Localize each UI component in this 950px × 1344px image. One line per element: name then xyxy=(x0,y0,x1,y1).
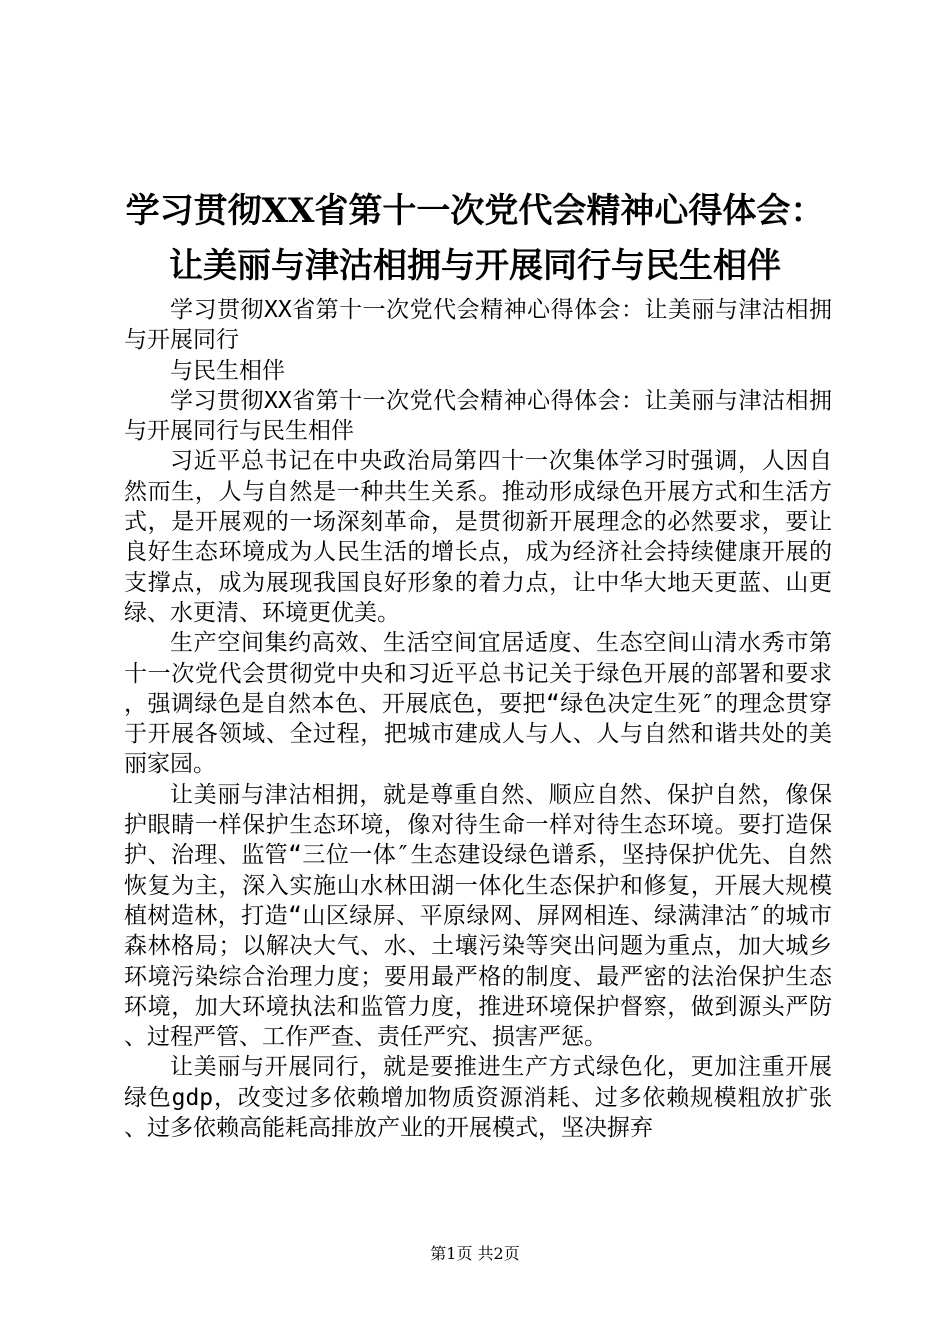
page-footer: 第1页 共2页 xyxy=(430,1244,520,1263)
document-body xyxy=(124,295,832,1143)
paragraph: 学习贯彻XX省第十一次党代会精神心得体会：让美丽与津沽相拥与开展同行 xyxy=(124,297,832,354)
document-title-line-2: 让美丽与津沽相拥与开展同行与民生相伴 xyxy=(169,246,781,286)
paragraph: 学习贯彻XX省第十一次党代会精神心得体会：让美丽与津沽相拥与开展同行与民生相伴 xyxy=(124,387,832,445)
document-title-line-1: 学习贯彻XX省第十一次党代会精神心得体会： xyxy=(125,191,825,231)
paragraph: 习近平总书记在中央政治局第四十一次集体学习时强调，人因自然而生，人与自然是一种共生关系。推动形成绿色开展方式和生活方式，是开展观的一场深刻革命，是贯彻新开展理念的必然要求，要让良好生态环境成为人民生活的增长点，成为经济社会持续健康开展的支撑点，成为展现我国良好形象的着力点，让中华大地天更蓝、山更绿、水更清、环境更优美。 xyxy=(124,448,832,626)
paragraph: 与民生相伴 xyxy=(170,357,285,384)
paragraph: 让美丽与津沽相拥，就是尊重自然、顺应自然、保护自然，像保护眼睛一样保护生态环境，像对待生命一样对待生态环境。要打造保护、治理、监管“三位一体″生态建设绿色谱系，坚持保护优先、自然恢复为主，深入实施山水林田湖一体化生态保护和修复，开展大规模植树造林，打造“山区绿屏、平原绿网、屏网相连、绿满津沽″的城市森林格局；以解决大气、水、土壤污染等突出问题为重点，加大城乡环境污染综合治理力度；要用最严格的制度、最严密的法治保护生态环境，加大环境执法和监管力度，推进环境保护督察，做到源头严防、过程严管、工作严查、责任严究、损害严惩。 xyxy=(124,781,832,1051)
paragraph: 让美丽与开展同行，就是要推进生产方式绿色化，更加注重开展绿色gdp，改变过多依赖增加物质资源消耗、过多依赖规模粗放扩张、过多依赖高能耗高排放产业的开展模式，坚决摒弃 xyxy=(124,1054,832,1142)
paragraph: 生产空间集约高效、生活空间宜居适度、生态空间山清水秀市第十一次党代会贯彻党中央和习近平总书记关于绿色开展的部署和要求，强调绿色是自然本色、开展底色，要把“绿色决定生死″的理念贯穿于开展各领域、全过程，把城市建成人与人、人与自然和谐共处的美丽家园。 xyxy=(124,630,832,778)
